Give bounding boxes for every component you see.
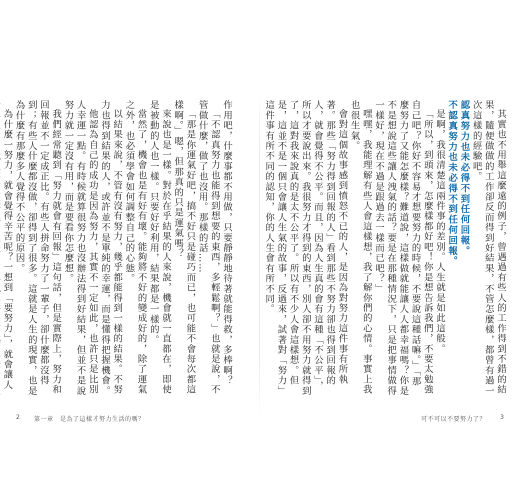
paragraph: 為什麼一努力，就會覺得辛苦呢？一想到「要努力」，就會讓人: [1, 109, 13, 391]
section-heading: 認真努力也未必得不到任何回報。: [458, 100, 470, 256]
paragraph: 嘿嘿，我能理解有些人會這樣想，我了解你們的心情。事實上我也很生氣。: [348, 100, 372, 395]
page-number-right: 3: [500, 414, 504, 421]
paragraph: 他認為自己的成功是因為努力，其實不一定如此，也許只是比別人幸運一點。有時候就算很努力也沒辦法得到好結果，但並不是說努力就一定沒有用，而是要看你怎麼想。: [62, 100, 98, 396]
running-head-right: 可不可以不要努力了？: [420, 416, 486, 423]
paragraph: 來說也是一樣。對於在乎結果的人來說，機會就一直都在，即使是被動的人也一樣。只要好好利用，結果都是一樣的。: [147, 100, 171, 395]
paragraph: 會對這個故事感到憤怒不已的人，是因為對努力這件事有所執著。那些「努力得到回報的人」看到那些不努力卻也得到回報的人，就會覺得不公平。而且，因為人生真的會有這種「不公平」，所以才要說出來。我很努力才得到的東西，別人卻不用努力就得到了，這對我來說真的是太不公平了。所以有不少人會這樣想。但是，這並不是一個只會讓人生氣的故事，反過來，試著對「努力」這件事有所不同的認知，你的人生會有所不同。: [263, 100, 348, 396]
paragraph: 以結果來說，不管有沒有努力，幾乎都能得到一樣的結果。不努力也得到結果的人，或許並不是單純的幸運，而是懂得把握機會。: [98, 100, 123, 396]
running-head-left: 第一章 是為了這樣才努力生活的嗎？: [34, 416, 145, 423]
section-heading: 不認真努力也未必得不到任何回報。: [446, 100, 458, 267]
paragraph: 「所以，到頭來，怎麼樣都好吧！你是想告訴我們，不要太勉強自己吧？你好不容易才想要努力的時候，不要說這種話嘛。」「那麼努力了又能怎麼樣？難道說，這樣做就能讓人人都幸福嗎？你是不是想說這些讓人洩氣的話？要是在那種情況下，只是把事情做得一樣好，現在不過是跟過去一樣而已吧？」: [372, 100, 433, 396]
paragraph: 作用吧，什麼事都不用做，只要靜靜地待著就能得救，多棒啊？: [221, 100, 232, 386]
paragraph: 「不認真努力也能得到想要的東西，多輕鬆啊？」也就是說，不管做什麼，做了也沒用。那樣的話……: [196, 100, 220, 395]
paragraph: 「那是你運氣好吧，搞不好只是碰巧而已，也可能不會每次都這樣啊。」嗯，但那真的只是運氣嗎？: [172, 100, 196, 395]
paragraph: 當然了，機會也是有好有壞。能夠將不好的變成好的，除了運氣之外，也必須學會如何調整自己的心態。: [123, 100, 147, 395]
paragraph: 是啊，我很清楚這兩件事的差別。人生就是如此這般。: [433, 109, 445, 355]
right-page-body: [263, 100, 506, 396]
page-number-left: 2: [16, 414, 20, 421]
paragraph: 我們經常聽到「努力就會有回報」這句話，但是實際上，努力和回報並不一定成正比。有些人拼命努力了一輩子，卻什麼都沒得到；有些人什麼都沒做，卻得到了很多。這就是人生的現實，也是為什麼有那麼多人覺得不公平的原因。: [13, 100, 62, 396]
right-page: [260, 0, 520, 500]
paragraph: 其實也不用舉這麼遠的例子，曾遇過有些人的工作得到不錯的結果，隨便做做的工作卻反而得到好結果，不管怎麼樣，都曾有過一次這樣的經驗吧。: [470, 100, 506, 396]
left-page-body: [1, 100, 232, 396]
